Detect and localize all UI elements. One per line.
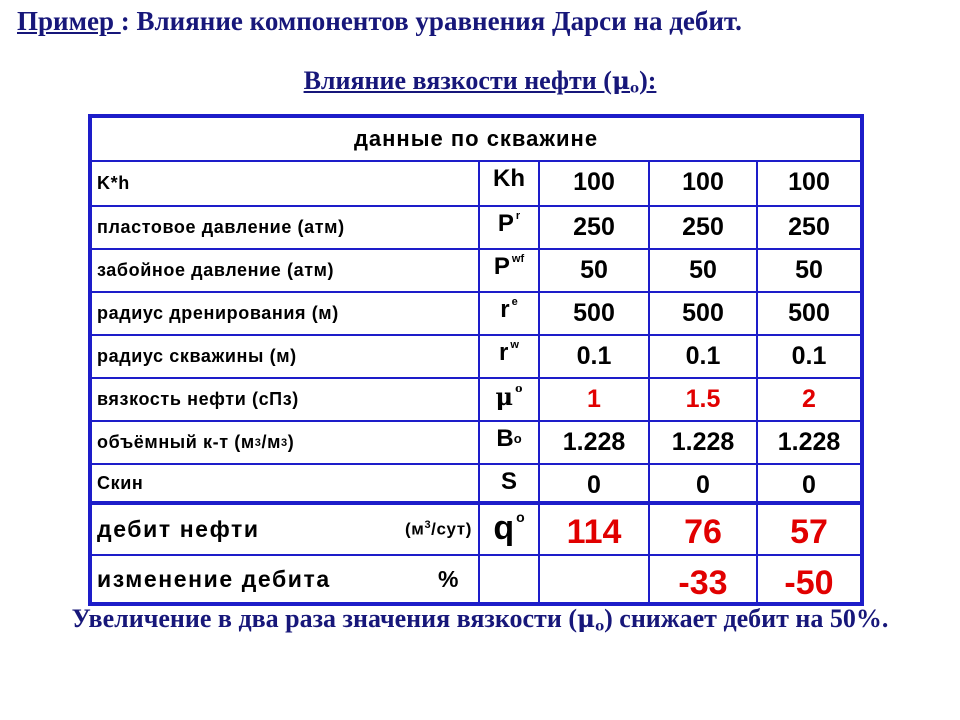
- table-cell: 100: [540, 162, 648, 205]
- table-cell: 250: [540, 207, 648, 248]
- row-symbol: Kh: [480, 162, 538, 205]
- table-cell: 0.1: [650, 336, 756, 377]
- mu-symbol: $\mu_o$: [611, 66, 640, 97]
- table-cell: 250: [650, 207, 756, 248]
- row-symbol: S: [480, 465, 538, 501]
- row-label: объёмный к-т (м 3 /м 3 ): [92, 422, 478, 463]
- table-cell: 0: [650, 465, 756, 501]
- table-cell: 57: [758, 505, 860, 554]
- row-symbol: q $^o$: [480, 505, 538, 554]
- row-label: K*h: [92, 162, 478, 205]
- title-rest: : Влияние компонентов уравнения Дарси на дебит.: [120, 6, 742, 36]
- conclusion-text: Увеличение в два раза значения вязкости $(\mu_o)$ снижает дебит на 50%.: [71, 604, 889, 635]
- row-symbol: P $^r$: [480, 207, 538, 248]
- table-cell: 50: [650, 250, 756, 291]
- row-symbol: r $^e$: [480, 293, 538, 334]
- table-cell: 2: [758, 379, 860, 420]
- table-cell: 1.228: [758, 422, 860, 463]
- mu-icon: μ $^o$: [480, 379, 538, 420]
- table-cell: 50: [758, 250, 860, 291]
- table-header: данные по скважине: [92, 118, 860, 160]
- table-cell: 500: [650, 293, 756, 334]
- mu-symbol: $\mu_o$: [576, 604, 605, 635]
- row-symbol: r $^w$: [480, 336, 538, 377]
- table-cell: -50: [758, 556, 860, 602]
- table-cell: 100: [650, 162, 756, 205]
- table-cell: 250: [758, 207, 860, 248]
- table-cell: 100: [758, 162, 860, 205]
- subtitle-end: ):: [639, 66, 657, 95]
- subtitle-text: Влияние вязкости нефти (: [303, 66, 612, 95]
- slide-subtitle: [0, 66, 960, 96]
- table-cell: 1.5: [650, 379, 756, 420]
- title-prefix: Пример: [17, 6, 121, 36]
- row-label: изменение дебита %: [92, 556, 478, 602]
- table-cell: 0.1: [540, 336, 648, 377]
- row-label: пластовое давление (атм): [92, 207, 478, 248]
- row-label: забойное давление (атм): [92, 250, 478, 291]
- row-symbol: [480, 556, 538, 602]
- table-cell: 76: [650, 505, 756, 554]
- row-label: радиус дренирования (м): [92, 293, 478, 334]
- table-cell: 0: [758, 465, 860, 501]
- table-cell: 500: [540, 293, 648, 334]
- table-cell: -33: [650, 556, 756, 602]
- table-cell: 0: [540, 465, 648, 501]
- table-cell: [540, 556, 648, 602]
- table-cell: 500: [758, 293, 860, 334]
- table-cell: 1: [540, 379, 648, 420]
- well-data-table: [88, 114, 864, 606]
- row-label: вязкость нефти (сПз): [92, 379, 478, 420]
- table-cell: 1.228: [540, 422, 648, 463]
- table-cell: 0.1: [758, 336, 860, 377]
- row-symbol: P $^{wf}$: [480, 250, 538, 291]
- row-label: Скин: [92, 465, 478, 501]
- table-cell: 50: [540, 250, 648, 291]
- slide-title: [17, 6, 742, 37]
- row-label: дебит нефти $(м^3/сут)$: [92, 505, 478, 554]
- row-symbol: B o: [480, 422, 538, 463]
- table-cell: 1.228: [650, 422, 756, 463]
- row-label: радиус скважины (м): [92, 336, 478, 377]
- table-cell: 114: [540, 505, 648, 554]
